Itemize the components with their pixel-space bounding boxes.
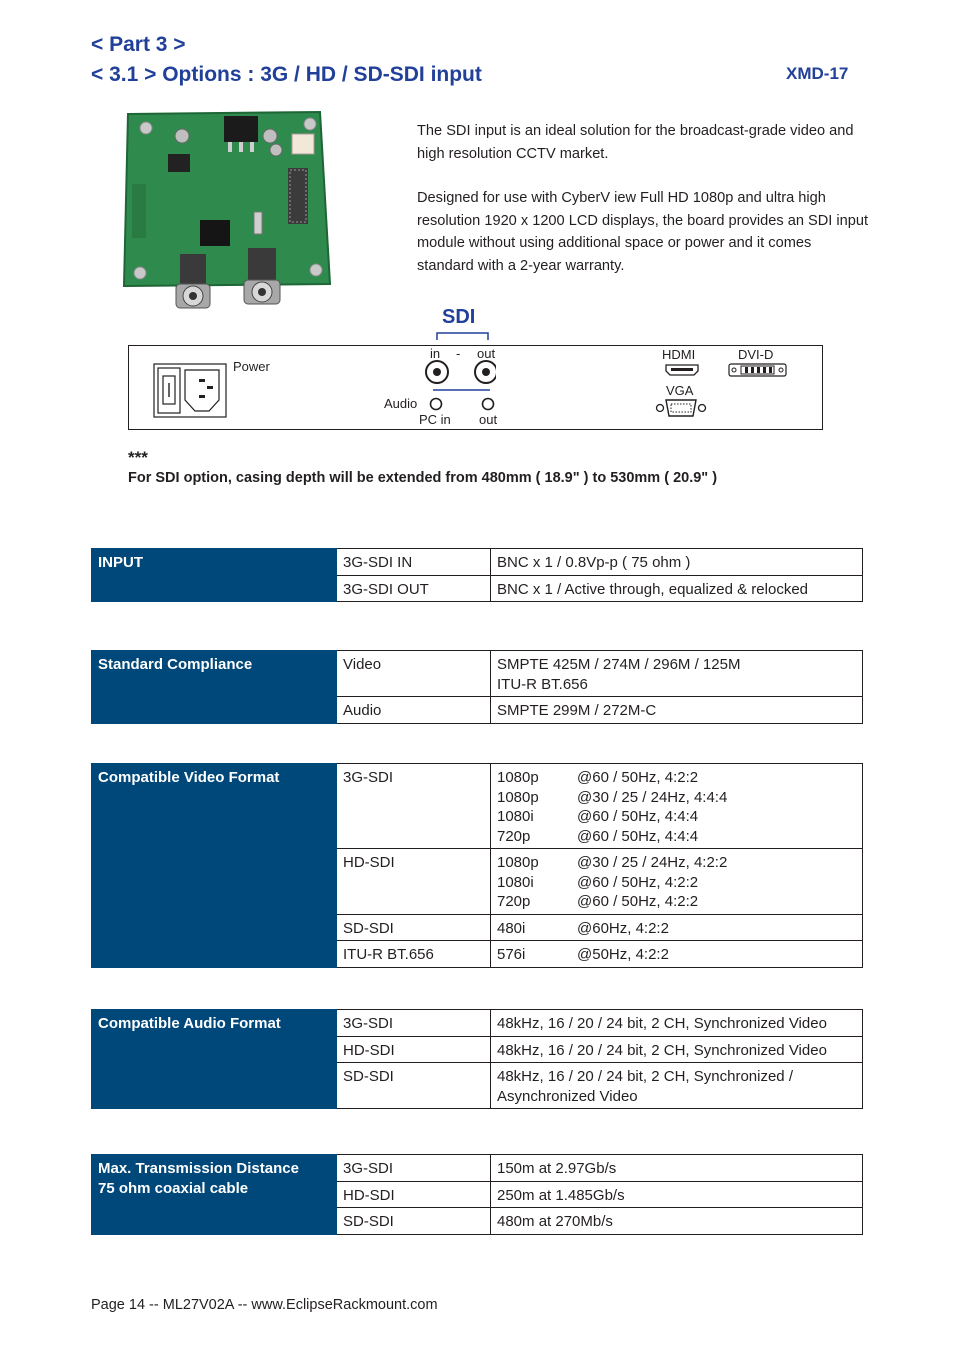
audio-format-label: HD-SDI: [337, 1036, 491, 1063]
format-resolution: 1080p: [497, 854, 539, 871]
input-row-value: BNC x 1 / Active through, equalized & relocked: [491, 575, 863, 602]
sdi-label: SDI: [442, 306, 476, 328]
format-spec: @60 / 50Hz, 4:4:4: [577, 808, 699, 825]
compliance-video-value: [491, 651, 863, 697]
video-format-values: [491, 941, 863, 968]
format-line: [497, 827, 856, 847]
audio-out-label: out: [479, 412, 498, 427]
format-spec: @60Hz, 4:2:2: [577, 919, 669, 937]
format-resolution: 576i: [497, 946, 526, 963]
video-format-label: HD-SDI: [337, 849, 491, 915]
section-title: < 3.1 > Options : 3G / HD / SD-SDI input: [91, 63, 482, 86]
audio-format-header: Compatible Audio Format: [92, 1010, 337, 1109]
format-line: [497, 919, 856, 939]
audio-pc-in-label: PC in: [419, 412, 451, 427]
bnc-connectors-icon: [424, 359, 496, 391]
rear-panel-diagram: [128, 345, 823, 430]
power-label: Power: [233, 359, 270, 374]
video-format-values: [491, 914, 863, 941]
format-line: [497, 807, 856, 827]
compliance-video-line: ITU-R BT.656: [497, 675, 588, 693]
distance-header-line: 75 ohm coaxial cable: [98, 1179, 249, 1197]
audio-format-value: [491, 1063, 863, 1109]
power-inlet-icon: [153, 363, 227, 418]
format-resolution: 720p: [497, 827, 531, 845]
distance-value: 480m at 270Mb/s: [491, 1208, 863, 1235]
distance-value: 150m at 2.97Gb/s: [491, 1155, 863, 1182]
intro-paragraph-2: Designed for use with CyberV iew Full HD 1080p and ultra high resolution 1920 x 1200 LCD displays, the board provides an SDI input module without using additional space or power and it comes standard with a 2-year warranty.: [417, 190, 869, 274]
format-resolution: 720p: [497, 893, 531, 910]
hdmi-port-icon: [665, 364, 699, 376]
table-row: [92, 651, 863, 697]
sdi-out-label: out: [477, 346, 496, 361]
distance-value: 250m at 1.485Gb/s: [491, 1181, 863, 1208]
sdi-in-label: in: [430, 346, 441, 361]
video-format-table: [91, 763, 863, 968]
dvid-port-icon: [728, 362, 788, 378]
dvid-label: DVI-D: [738, 347, 774, 362]
video-format-header: Compatible Video Format: [92, 764, 337, 968]
sdi-board-photo: [120, 108, 332, 316]
vga-label: VGA: [666, 383, 694, 398]
audio-label: Audio: [384, 396, 418, 411]
format-spec: @60 / 50Hz, 4:2:2: [577, 873, 699, 891]
distance-label: 3G-SDI: [337, 1155, 491, 1182]
page-footer: Page 14 -- ML27V02A -- www.EclipseRackmount.com: [91, 1297, 438, 1313]
format-line: [497, 892, 856, 912]
format-spec: @30 / 25 / 24Hz, 4:4:4: [577, 788, 728, 806]
format-spec: @60 / 50Hz, 4:2:2: [577, 893, 699, 910]
compliance-video-label: Video: [337, 651, 491, 697]
format-resolution: 1080p: [497, 769, 539, 786]
sdi-bracket: [436, 331, 490, 341]
format-line: [497, 873, 856, 893]
format-spec: @50Hz, 4:2:2: [577, 946, 669, 963]
sdi-dash-label: -: [456, 346, 461, 361]
model-number: XMD-17: [786, 64, 849, 83]
input-row-label: 3G-SDI OUT: [337, 575, 491, 602]
compliance-header: Standard Compliance: [92, 651, 337, 724]
distance-label: SD-SDI: [337, 1208, 491, 1235]
input-row-value: BNC x 1 / 0.8Vp-p ( 75 ohm ): [491, 549, 863, 576]
distance-label: HD-SDI: [337, 1181, 491, 1208]
audio-format-line: Asynchronized Video: [497, 1087, 638, 1105]
distance-header-line: Max. Transmission Distance: [98, 1160, 299, 1177]
format-spec: @30 / 25 / 24Hz, 4:2:2: [577, 854, 728, 871]
format-line: [497, 945, 856, 965]
table-row: [92, 549, 863, 576]
video-format-label: SD-SDI: [337, 914, 491, 941]
format-line: [497, 788, 856, 808]
table-row: [92, 1010, 863, 1037]
note-stars: ***: [128, 448, 148, 467]
format-resolution: 1080i: [497, 873, 534, 891]
format-line: [497, 768, 856, 788]
casing-depth-note: For SDI option, casing depth will be extended from 480mm ( 18.9" ) to 530mm ( 20.9" ): [128, 470, 718, 486]
distance-header: [92, 1155, 337, 1235]
table-row: [92, 764, 863, 849]
input-table: [91, 548, 863, 602]
audio-format-value: 48kHz, 16 / 20 / 24 bit, 2 CH, Synchronized Video: [491, 1036, 863, 1063]
table-row: [92, 1155, 863, 1182]
compliance-table: [91, 650, 863, 724]
distance-table: [91, 1154, 863, 1235]
compliance-audio-label: Audio: [337, 697, 491, 724]
audio-format-label: SD-SDI: [337, 1063, 491, 1109]
part-title: < Part 3 >: [91, 33, 186, 56]
compliance-audio-value: SMPTE 299M / 272M-C: [491, 697, 863, 724]
format-resolution: 480i: [497, 919, 526, 937]
audio-format-line: 48kHz, 16 / 20 / 24 bit, 2 CH, Synchronized /: [497, 1068, 793, 1085]
audio-format-value: 48kHz, 16 / 20 / 24 bit, 2 CH, Synchronized Video: [491, 1010, 863, 1037]
audio-format-label: 3G-SDI: [337, 1010, 491, 1037]
format-spec: @60 / 50Hz, 4:2:2: [577, 769, 699, 786]
vga-port-icon: [655, 398, 707, 418]
audio-format-table: [91, 1009, 863, 1109]
format-resolution: 1080p: [497, 788, 539, 806]
format-resolution: 1080i: [497, 808, 534, 825]
audio-jacks-icon: [428, 396, 498, 412]
video-format-label: ITU-R BT.656: [337, 941, 491, 968]
video-format-values: [491, 764, 863, 849]
compliance-video-line: SMPTE 425M / 274M / 296M / 125M: [497, 656, 741, 673]
hdmi-label: HDMI: [662, 347, 696, 362]
format-line: [497, 853, 856, 873]
input-header: INPUT: [92, 549, 337, 602]
video-format-values: [491, 849, 863, 915]
video-format-label: 3G-SDI: [337, 764, 491, 849]
input-row-label: 3G-SDI IN: [337, 549, 491, 576]
format-spec: @60 / 50Hz, 4:4:4: [577, 827, 699, 845]
intro-paragraph-1: The SDI input is an ideal solution for the broadcast-grade video and high resolution CCTV market.: [417, 123, 854, 162]
